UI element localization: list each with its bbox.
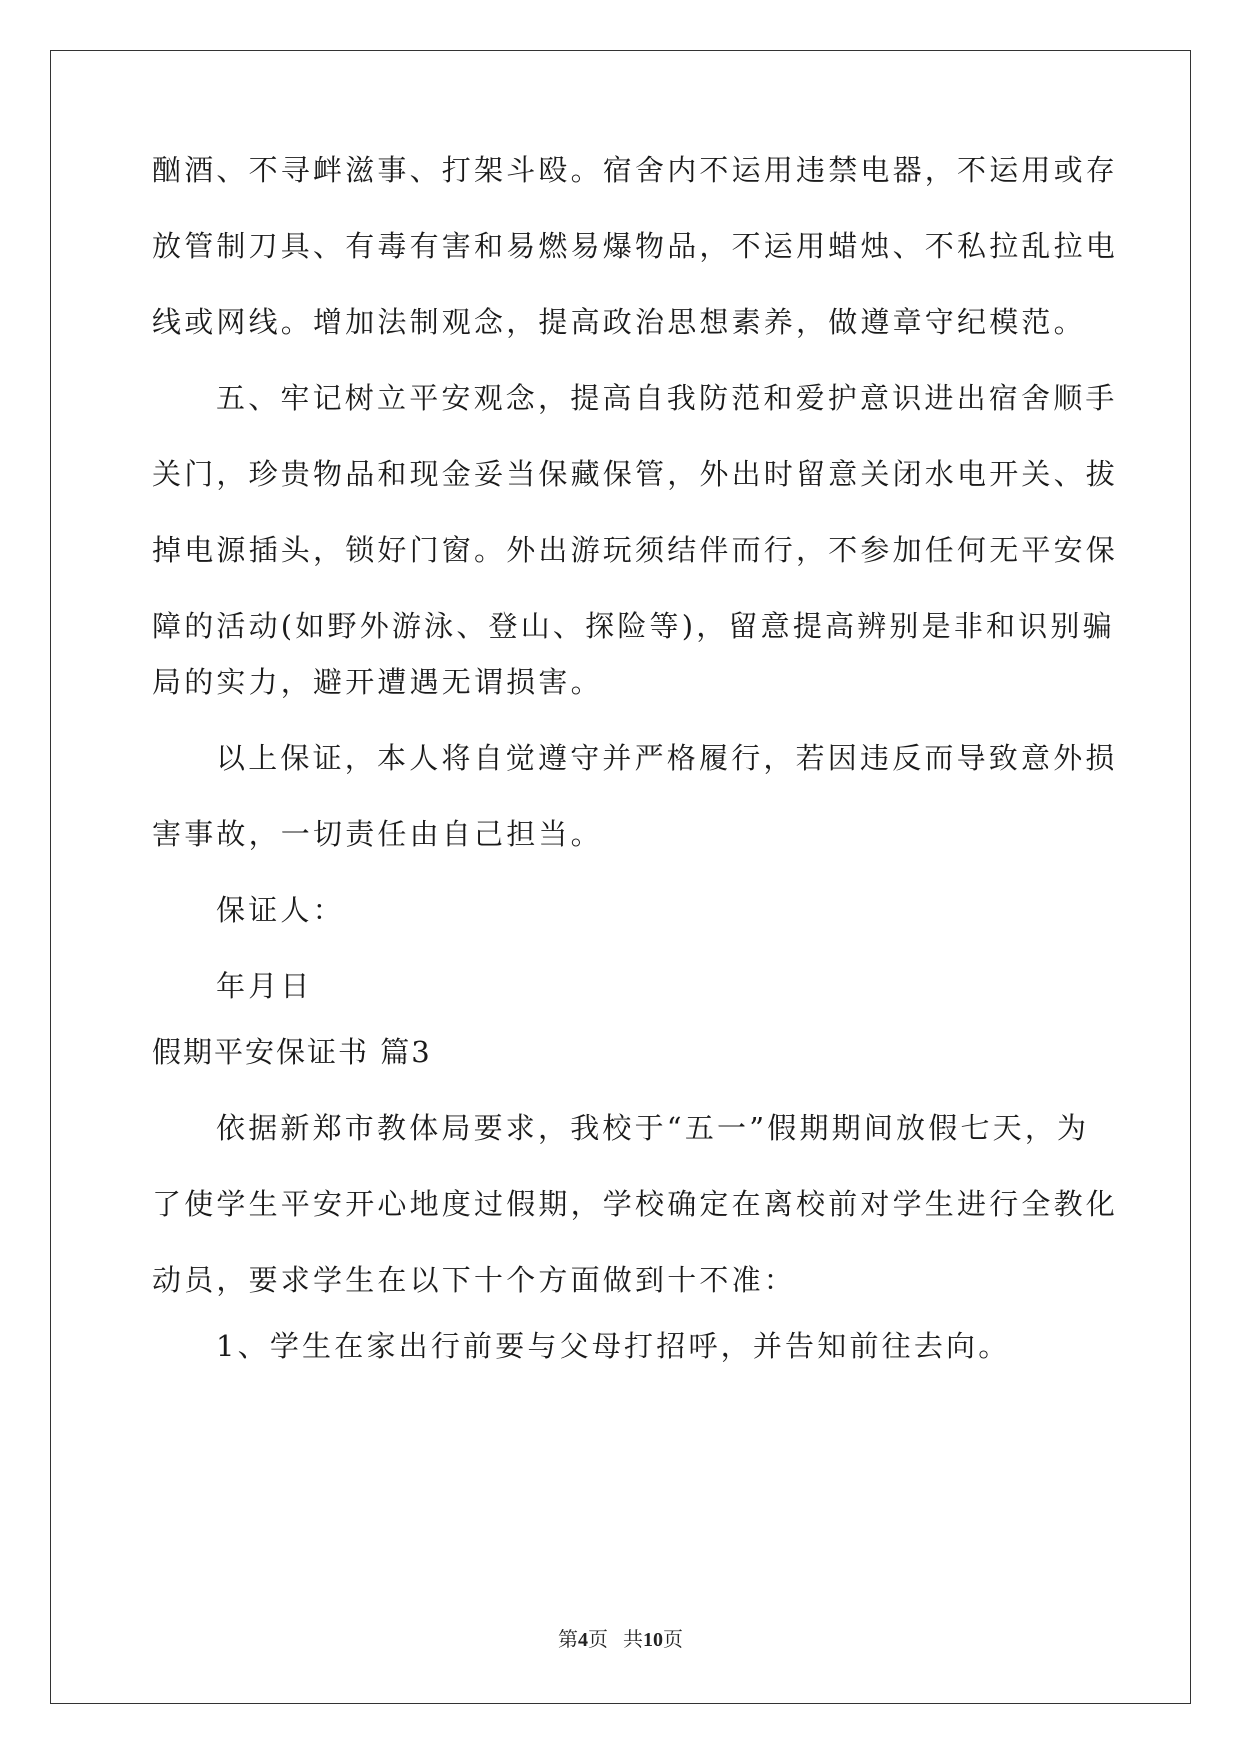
paragraph-line: 关门，珍贵物品和现金妥当保藏保管，外出时留意关闭水电开关、拔 — [152, 457, 1119, 491]
paragraph-line: 以上保证，本人将自觉遵守并严格履行，若因违反而导致意外损 — [216, 741, 1118, 775]
paragraph-line: 五、牢记树立平安观念，提高自我防范和爱护意识进出宿舍顺手 — [216, 381, 1118, 415]
current-page-number: 4 — [578, 1629, 588, 1651]
section-heading: 假期平安保证书 篇3 — [152, 1035, 432, 1069]
paragraph-line: 酗酒、不寻衅滋事、打架斗殴。宿舍内不运用违禁电器，不运用或存 — [152, 153, 1119, 187]
paragraph-line: 局的实力，避开遭遇无谓损害。 — [152, 665, 603, 699]
paragraph-line: 依据新郑市教体局要求，我校于“五一”假期期间放假七天，为 — [216, 1111, 1090, 1145]
list-item: 1、学生在家出行前要与父母打招呼，并告知前往去向。 — [216, 1329, 1011, 1363]
total-page-number: 10 — [643, 1629, 663, 1651]
paragraph-line: 线或网线。增加法制观念，提高政治思想素养，做遵章守纪模范。 — [152, 305, 1086, 339]
date-line: 年月日 — [216, 969, 313, 1003]
paragraph-line: 放管制刀具、有毒有害和易燃易爆物品，不运用蜡烛、不私拉乱拉电 — [152, 229, 1119, 263]
signer-label: 保证人： — [216, 893, 345, 927]
paragraph-line: 掉电源插头，锁好门窗。外出游玩须结伴而行，不参加任何无平安保 — [152, 533, 1119, 567]
paragraph-line: 了使学生平安开心地度过假期，学校确定在离校前对学生进行全教化 — [152, 1187, 1119, 1221]
page-suffix: 页 — [663, 1629, 683, 1651]
paragraph-line: 害事故，一切责任由自己担当。 — [152, 817, 603, 851]
page-prefix: 第 — [558, 1629, 578, 1651]
paragraph-line: 障的活动(如野外游泳、登山、探险等)，留意提高辨别是非和识别骗 — [152, 609, 1115, 643]
paragraph-line: 动员，要求学生在以下十个方面做到十不准： — [152, 1263, 797, 1297]
page-border — [50, 50, 1191, 1704]
page-separator: 页 共 — [588, 1629, 643, 1651]
page-number-footer — [0, 1623, 1241, 1652]
